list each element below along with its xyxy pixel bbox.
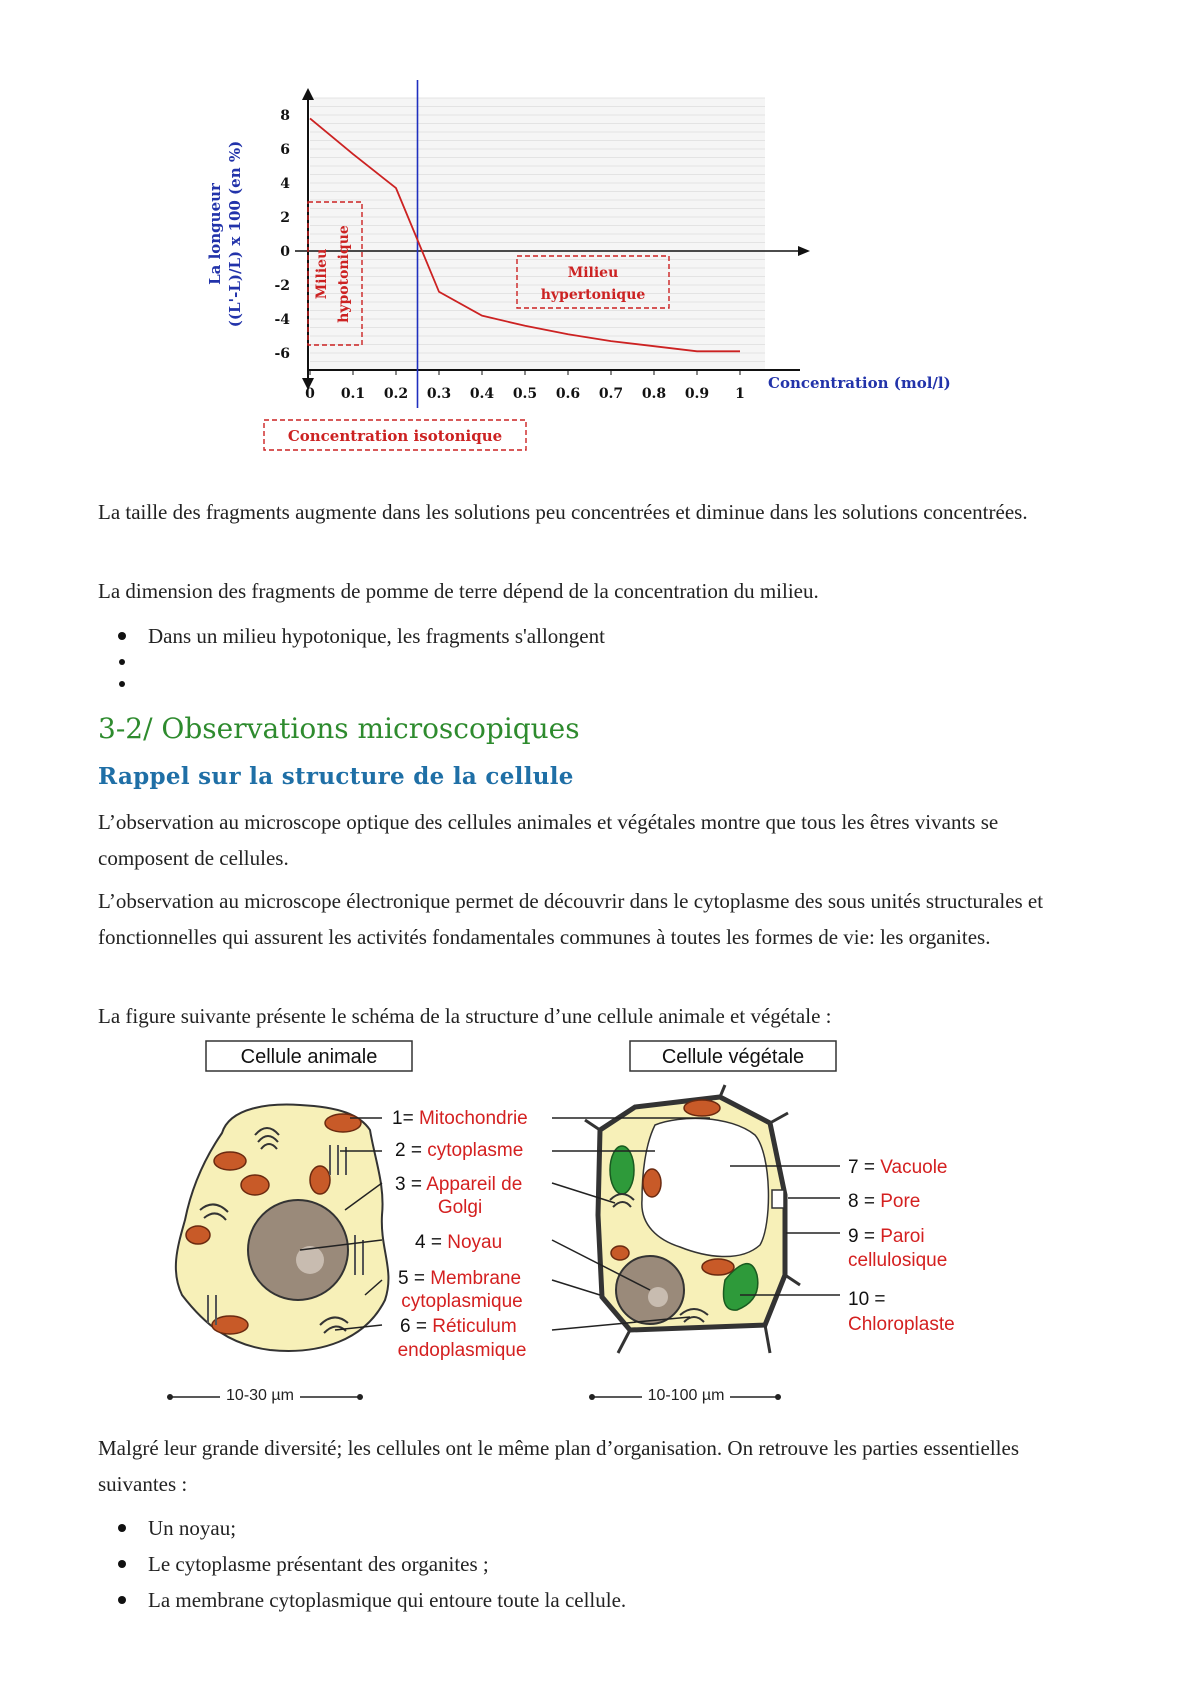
plant-cell-title: Cellule végétale <box>661 1046 805 1068</box>
label-endoplasmique: endoplasmique <box>397 1340 527 1361</box>
animal-scale-label: 10-30 µm <box>226 1387 294 1404</box>
paragraph-optical-microscope: L’observation au microscope optique des cellules animales et végétales montre que tous les êtres vivants se composent de cellules. <box>98 810 999 870</box>
hypertonic-label: Milieu hypertonique <box>540 265 646 303</box>
animal-nucleus <box>248 1200 348 1300</box>
label-pore: Pore <box>880 1191 921 1212</box>
svg-text:4 = Noyau: 4 = Noyau <box>415 1232 503 1253</box>
animal-cell-title: Cellule animale <box>240 1046 378 1068</box>
cell-structure-figure <box>160 1035 1040 1415</box>
section-heading: 3-2/ Observations microscopiques <box>98 712 580 745</box>
svg-text:9 = Paroi: 9 = Paroi <box>848 1226 925 1247</box>
center-labels <box>392 1108 528 1361</box>
x-tick-label: 0.9 <box>684 386 710 402</box>
label-golgi: Golgi <box>437 1197 483 1218</box>
label-cytoplasmique: cytoplasmique <box>401 1291 523 1312</box>
plant-scale-label: 10-100 µm <box>647 1387 725 1404</box>
list-item <box>118 673 148 695</box>
label-appareil-golgi: Appareil de <box>426 1174 523 1195</box>
plant-cell-drawing <box>585 1085 800 1353</box>
label-vacuole: Vacuole <box>880 1157 948 1178</box>
x-axis-arrow <box>798 246 810 256</box>
paragraph-organisation: Malgré leur grande diversité; les cellules ont le même plan d’organisation. On retrouve les parties essentielles suivantes : <box>98 1436 1019 1496</box>
y-tick-label: -6 <box>274 346 290 362</box>
bullet-list-empty <box>118 651 148 695</box>
list-item: Dans un milieu hypotonique, les fragments s'allongent <box>118 618 605 654</box>
svg-text:2 = cytoplasme: 2 = cytoplasme <box>395 1140 524 1161</box>
y-tick-label: 0 <box>280 244 290 260</box>
label-mitochondrie: Mitochondrie <box>418 1108 528 1129</box>
hypotonic-label: Milieu hypotonique <box>314 225 352 323</box>
label-1-num: 1= <box>392 1108 414 1129</box>
label-noyau: Noyau <box>447 1232 503 1253</box>
label-reticulum: Réticulum <box>432 1316 517 1337</box>
list-item: Le cytoplasme présentant des organites ; <box>118 1546 626 1582</box>
label-cytoplasme: cytoplasme <box>427 1140 524 1161</box>
y-tick-label: 8 <box>280 108 290 124</box>
label-chloroplaste: Chloroplaste <box>848 1314 955 1335</box>
svg-text:7 = Vacuole: 7 = Vacuole <box>848 1157 948 1178</box>
y-tick-label: 2 <box>280 210 290 226</box>
svg-text:8 = Pore: 8 = Pore <box>848 1191 921 1212</box>
label-membrane: Membrane <box>430 1268 522 1289</box>
plant-pore <box>772 1190 784 1208</box>
y-axis-arrow <box>302 88 314 100</box>
x-tick-label: 0.2 <box>383 386 409 402</box>
svg-text:5 = Membrane: 5 = Membrane <box>398 1268 522 1289</box>
label-paroi: Paroi <box>880 1226 925 1247</box>
paragraph-electron-microscope: L’observation au microscope électronique permet de découvrir dans le cytoplasme des sous unités structurales et fonctionnelles qui assurent les activités fondamentales communes à toutes les formes de vie: les organites. <box>98 889 1044 949</box>
y-tick-label: -2 <box>274 278 290 294</box>
subsection-heading: Rappel sur la structure de la cellule <box>98 763 574 790</box>
x-tick-label: 0 <box>305 386 315 402</box>
bullet-list-cell-parts <box>118 1510 626 1618</box>
svg-text:6 = Réticulum: 6 = Réticulum <box>400 1316 517 1337</box>
y-tick-label: 4 <box>280 176 290 192</box>
list-item: La membrane cytoplasmique qui entoure toute la cellule. <box>118 1582 626 1618</box>
length-vs-concentration-chart <box>180 80 1020 490</box>
label-10-num: 10 = <box>848 1289 886 1310</box>
label-cellulosique: cellulosique <box>848 1250 948 1271</box>
x-tick-label: 1 <box>735 386 745 402</box>
bullet-list-observations <box>118 618 605 654</box>
y-tick-label: -4 <box>274 312 290 328</box>
x-tick-label: 0.8 <box>641 386 667 402</box>
right-labels <box>848 1157 955 1335</box>
isotonic-label: Concentration isotonique <box>287 427 503 445</box>
svg-text:1= Mitochondrie <box>392 1108 528 1129</box>
x-tick-label: 0.7 <box>598 386 624 402</box>
x-tick-label: 0.6 <box>555 386 581 402</box>
y-tick-label: 6 <box>280 142 290 158</box>
paragraph-fragment-dimension: La dimension des fragments de pomme de terre dépend de la concentration du milieu. <box>98 579 819 603</box>
list-item: Un noyau; <box>118 1510 626 1546</box>
y-axis-label: La longueur ((L'-L)/L) x 100 (en %) <box>206 140 244 328</box>
x-tick-label: 0.1 <box>340 386 366 402</box>
x-tick-label: 0.4 <box>469 386 495 402</box>
x-tick-label: 0.3 <box>426 386 452 402</box>
paragraph-figure-intro: La figure suivante présente le schéma de la structure d’une cellule animale et végétale : <box>98 1004 832 1028</box>
svg-text:3 = Appareil de: 3 = Appareil de <box>395 1174 523 1195</box>
x-axis-label: Concentration (mol/l) <box>768 374 951 392</box>
list-item <box>118 651 148 673</box>
animal-cell-drawing <box>176 1105 389 1351</box>
x-tick-label: 0.5 <box>512 386 538 402</box>
paragraph-fragment-size: La taille des fragments augmente dans les solutions peu concentrées et diminue dans les solutions concentrées. <box>98 500 1028 524</box>
